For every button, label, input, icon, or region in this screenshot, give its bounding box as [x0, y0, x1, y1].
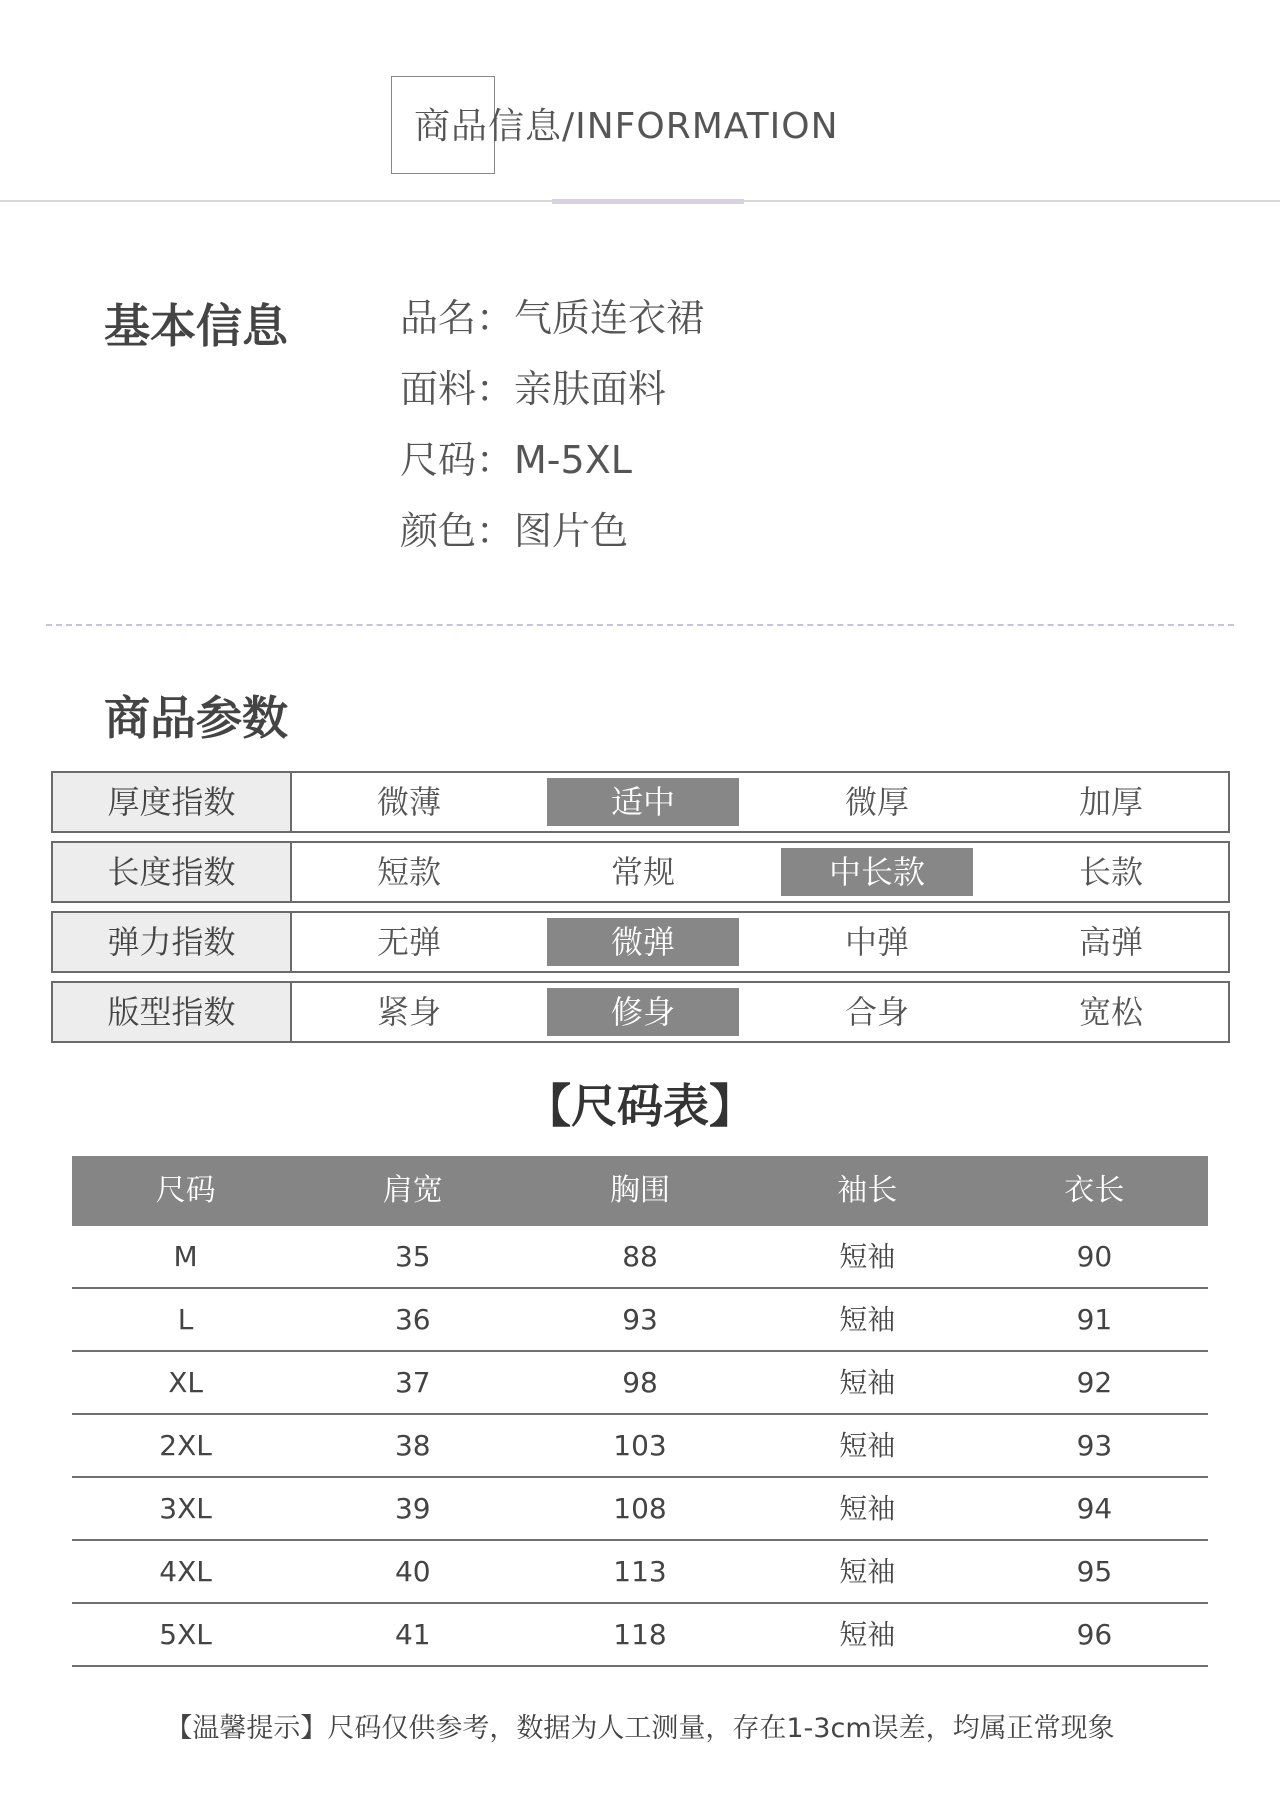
size-chart-cell: 35 — [394, 1240, 431, 1273]
size-chart-row — [72, 1289, 1208, 1352]
info-row-fabric — [400, 359, 704, 430]
param-option — [292, 918, 526, 966]
size-chart-table — [72, 1156, 1208, 1667]
size-chart-cell: 91 — [1076, 1303, 1113, 1336]
size-chart-cell: 40 — [394, 1555, 431, 1588]
param-option-text: 常规 — [610, 853, 675, 891]
size-chart-cell: 93 — [1076, 1429, 1113, 1462]
size-chart-header-cell: 肩宽 — [382, 1173, 443, 1208]
size-chart-cell: XL — [168, 1366, 203, 1399]
section-dashed-divider — [46, 624, 1234, 626]
info-value: 图片色 — [514, 509, 629, 553]
param-row-elasticity — [51, 911, 1230, 973]
size-chart-cell: 41 — [394, 1618, 431, 1651]
size-chart-cell: 88 — [622, 1240, 658, 1273]
size-chart-row — [72, 1415, 1208, 1478]
info-row-size — [400, 430, 704, 501]
size-chart-row — [72, 1604, 1208, 1667]
param-option-text: 适中 — [547, 778, 739, 826]
param-option-text: 无弹 — [376, 923, 441, 961]
param-option — [292, 848, 526, 896]
basic-info-list — [400, 288, 704, 572]
param-option-selected — [526, 778, 760, 826]
size-chart-row — [72, 1541, 1208, 1604]
size-chart-cell: 108 — [613, 1492, 667, 1525]
params-table — [51, 771, 1230, 1051]
param-option-selected — [526, 918, 760, 966]
param-row-thickness — [51, 771, 1230, 833]
param-options — [292, 773, 1228, 831]
size-chart-title: 【尺码表】 — [525, 1079, 755, 1133]
info-label: 品名： — [400, 296, 515, 340]
param-option — [292, 988, 526, 1036]
param-option — [526, 848, 760, 896]
param-option-text: 微厚 — [844, 783, 909, 821]
header-title: 商品信息/INFORMATION — [414, 106, 839, 147]
param-option — [994, 778, 1228, 826]
param-label: 版型指数 — [53, 983, 292, 1041]
size-chart-header-cell: 袖长 — [837, 1173, 898, 1208]
param-option-selected — [760, 848, 994, 896]
params-title: 商品参数 — [104, 691, 288, 745]
size-chart-cell: 96 — [1076, 1618, 1113, 1651]
size-chart-cell: L — [177, 1303, 194, 1336]
param-option-text: 合身 — [844, 993, 909, 1031]
param-option — [760, 778, 994, 826]
param-option-text: 修身 — [547, 988, 739, 1036]
info-value: 气质连衣裙 — [514, 296, 705, 340]
param-option-text: 长款 — [1078, 853, 1143, 891]
size-chart-cell: 93 — [622, 1303, 658, 1336]
param-option — [760, 918, 994, 966]
param-option-text: 微薄 — [376, 783, 441, 821]
size-chart-cell: 38 — [394, 1429, 431, 1462]
param-option — [292, 778, 526, 826]
size-chart-cell: 37 — [394, 1366, 431, 1399]
size-chart-cell: 94 — [1076, 1492, 1113, 1525]
param-options — [292, 843, 1228, 901]
param-option-text: 高弹 — [1078, 923, 1143, 961]
size-chart-row — [72, 1352, 1208, 1415]
param-options — [292, 913, 1228, 971]
info-label: 面料： — [400, 367, 515, 411]
size-chart-cell: 118 — [613, 1618, 667, 1651]
param-option — [994, 918, 1228, 966]
size-chart-cell: 短袖 — [839, 1240, 896, 1273]
param-option-text: 中长款 — [781, 848, 973, 896]
size-chart-cell: 98 — [622, 1366, 658, 1399]
size-chart-cell: 113 — [613, 1555, 667, 1588]
size-chart-cell: 90 — [1076, 1240, 1113, 1273]
size-chart-cell: 95 — [1076, 1555, 1113, 1588]
size-chart-header-cell: 衣长 — [1064, 1173, 1125, 1208]
param-option-text: 宽松 — [1078, 993, 1143, 1031]
param-label: 厚度指数 — [53, 773, 292, 831]
param-option — [760, 988, 994, 1036]
size-chart-row — [72, 1478, 1208, 1541]
size-chart-cell: 短袖 — [839, 1492, 896, 1525]
param-option-text: 短款 — [376, 853, 441, 891]
info-row-color — [400, 501, 704, 572]
param-row-fit — [51, 981, 1230, 1043]
size-chart-cell: 短袖 — [839, 1555, 896, 1588]
header-accent-bar — [552, 199, 744, 204]
param-option-text: 加厚 — [1078, 783, 1143, 821]
size-chart-row — [72, 1226, 1208, 1289]
size-chart-cell: 2XL — [159, 1429, 212, 1462]
size-chart-cell: 短袖 — [839, 1618, 896, 1651]
size-chart-header — [72, 1156, 1208, 1226]
size-chart-header-cell: 尺码 — [155, 1173, 216, 1208]
param-option — [994, 988, 1228, 1036]
size-chart-cell: M — [173, 1240, 198, 1273]
param-option-text: 中弹 — [844, 923, 909, 961]
param-label: 长度指数 — [53, 843, 292, 901]
param-option-text: 紧身 — [376, 993, 441, 1031]
size-chart-cell: 39 — [394, 1492, 431, 1525]
param-option — [994, 848, 1228, 896]
size-chart-cell: 3XL — [159, 1492, 212, 1525]
size-chart-cell: 36 — [394, 1303, 431, 1336]
size-tip: 【温馨提示】尺码仅供参考，数据为人工测量，存在1-3cm误差，均属正常现象 — [165, 1713, 1115, 1744]
info-row-name — [400, 288, 704, 359]
info-value: M-5XL — [514, 438, 632, 482]
param-option-selected — [526, 988, 760, 1036]
info-label: 尺码： — [400, 438, 515, 482]
basic-info-title: 基本信息 — [104, 299, 288, 353]
size-chart-header-cell: 胸围 — [610, 1173, 670, 1208]
param-options — [292, 983, 1228, 1041]
size-chart-cell: 103 — [613, 1429, 667, 1462]
size-chart-cell: 短袖 — [839, 1303, 896, 1336]
info-label: 颜色： — [400, 509, 515, 553]
size-chart-cell: 4XL — [159, 1555, 212, 1588]
param-label: 弹力指数 — [53, 913, 292, 971]
param-option-text: 微弹 — [547, 918, 739, 966]
size-chart-cell: 短袖 — [839, 1366, 896, 1399]
param-row-length — [51, 841, 1230, 903]
size-chart-cell: 短袖 — [839, 1429, 896, 1462]
info-value: 亲肤面料 — [514, 367, 667, 411]
size-chart-cell: 5XL — [159, 1618, 212, 1651]
size-chart-cell: 92 — [1076, 1366, 1113, 1399]
